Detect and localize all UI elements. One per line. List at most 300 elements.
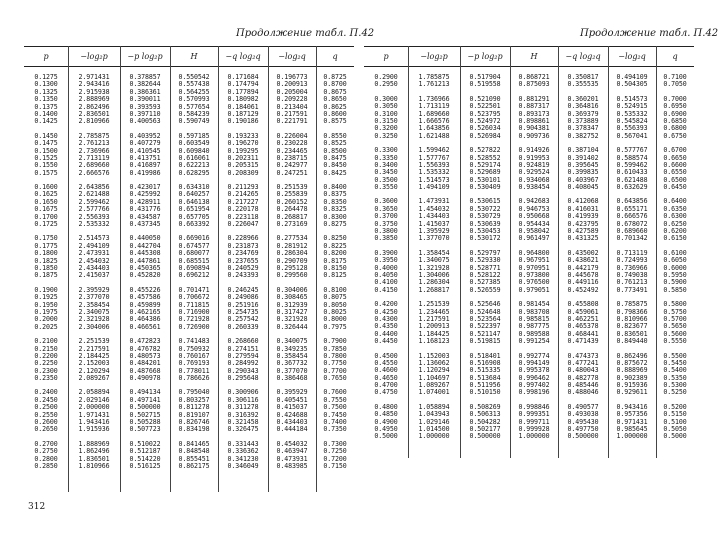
cell-entropy-h: 0.981454 [518, 301, 550, 309]
column-header-neg-q-log2-q: −q log₂q [225, 52, 261, 61]
table-caption-right: Продолжение табл. П.42 [580, 28, 719, 39]
cell-neg-log2-p: 1.104697 [418, 374, 450, 382]
cell-entropy-h: 0.674577 [178, 242, 210, 250]
cell-p: 0.1950 [34, 301, 58, 309]
table-row [364, 162, 694, 169]
cell-q: 0.8650 [323, 96, 347, 104]
cell-entropy-h: 0.862175 [178, 462, 210, 470]
cell-neg-p-log2-p: 0.528552 [469, 154, 501, 162]
cell-neg-q-log2-q: 0.184061 [227, 103, 259, 111]
cell-q: 0.8250 [323, 235, 347, 243]
cell-q: 0.8225 [323, 242, 347, 250]
cell-neg-p-log2-p: 0.393593 [129, 103, 161, 111]
cell-neg-p-log2-p: 0.423017 [129, 184, 161, 192]
cell-neg-p-log2-p: 0.506313 [469, 411, 501, 419]
cell-entropy-h: 0.855451 [178, 455, 210, 463]
cell-neg-log2-p: 2.473931 [78, 250, 110, 258]
table-row [24, 140, 354, 147]
cell-neg-p-log2-p: 0.504282 [469, 418, 501, 426]
cell-neg-q-log2-q: 0.300906 [227, 389, 259, 397]
cell-q: 0.8575 [323, 118, 347, 126]
cell-neg-p-log2-p: 0.519558 [469, 81, 501, 89]
table-row [364, 125, 694, 132]
table-row [364, 375, 694, 382]
cell-entropy-h: 0.998196 [518, 389, 550, 397]
cell-neg-log2-p: 1.089267 [418, 382, 450, 390]
cell-q: 0.5400 [663, 367, 687, 375]
cell-neg-log2-p: 1.599462 [418, 147, 450, 155]
cell-p: 0.3700 [374, 213, 398, 221]
cell-neg-p-log2-p: 0.390011 [129, 96, 161, 104]
cell-p: 0.2650 [34, 426, 58, 434]
cell-neg-log2-p: 1.862496 [78, 448, 110, 456]
cell-entropy-h: 0.976500 [518, 279, 550, 287]
cell-neg-p-log2-p: 0.512187 [129, 448, 161, 456]
row-group [364, 147, 694, 191]
cell-entropy-h: 0.999711 [518, 418, 550, 426]
cell-neg-q-log2-q: 0.391402 [567, 154, 599, 162]
cell-entropy-h: 0.938454 [518, 184, 550, 192]
column-header-p: p [43, 52, 49, 61]
cell-neg-q-log2-q: 0.311278 [227, 404, 259, 412]
row-group [24, 74, 354, 126]
cell-neg-log2-q: 0.610433 [616, 169, 648, 177]
cell-neg-q-log2-q: 0.350817 [567, 74, 599, 81]
cell-p: 0.4050 [374, 271, 398, 279]
cell-neg-log2-p: 1.621488 [418, 132, 450, 140]
cell-neg-log2-p: 1.943416 [78, 419, 110, 427]
cell-neg-p-log2-p: 0.515335 [469, 367, 501, 375]
cell-neg-p-log2-p: 0.522397 [469, 323, 501, 331]
cell-neg-log2-q: 0.773491 [616, 286, 648, 294]
cell-p: 0.1825 [34, 257, 58, 265]
column-header-neg-p-log2-p: −p log₂p [467, 52, 503, 61]
cell-neg-p-log2-p: 0.530722 [469, 205, 501, 213]
cell-entropy-h: 0.557438 [178, 81, 210, 89]
cell-p: 0.4350 [374, 323, 398, 331]
table-row [24, 170, 354, 177]
cell-neg-p-log2-p: 0.529174 [469, 161, 501, 169]
cell-neg-log2-q: 0.849440 [616, 338, 648, 346]
cell-neg-q-log2-q: 0.326475 [227, 426, 259, 434]
cell-p: 0.1975 [34, 308, 58, 316]
cell-neg-q-log2-q: 0.416031 [567, 205, 599, 213]
cell-q: 0.8500 [323, 147, 347, 155]
cell-neg-p-log2-p: 0.413751 [129, 154, 161, 162]
cell-entropy-h: 0.590749 [178, 118, 210, 126]
cell-entropy-h: 0.985815 [518, 315, 550, 323]
cell-neg-q-log2-q: 0.295648 [227, 375, 259, 383]
cell-neg-log2-q: 0.798366 [616, 308, 648, 316]
cell-neg-log2-p: 1.454032 [418, 205, 450, 213]
cell-neg-log2-p: 2.643856 [78, 184, 110, 192]
cell-p: 0.4950 [374, 426, 398, 434]
cell-neg-log2-q: 0.862496 [616, 352, 648, 360]
table-row [24, 265, 354, 272]
cell-neg-q-log2-q: 0.477241 [567, 359, 599, 367]
cell-neg-p-log2-p: 0.407279 [129, 140, 161, 148]
cell-neg-log2-p: 1.014500 [418, 426, 450, 434]
table-row [364, 309, 694, 316]
cell-neg-log2-q: 0.213404 [276, 103, 308, 111]
cell-neg-log2-q: 0.556393 [616, 125, 648, 133]
column-header-q: q [332, 52, 338, 61]
cell-neg-p-log2-p: 0.502715 [129, 411, 161, 419]
cell-neg-p-log2-p: 0.507723 [129, 426, 161, 434]
cell-neg-q-log2-q: 0.220178 [227, 206, 259, 214]
cell-neg-log2-q: 0.655171 [616, 205, 648, 213]
cell-entropy-h: 0.893173 [518, 110, 550, 118]
table-row [364, 426, 694, 433]
cell-q: 0.7975 [323, 323, 347, 331]
cell-entropy-h: 1.000000 [518, 433, 550, 441]
cell-entropy-h: 0.979051 [518, 286, 550, 294]
cell-neg-log2-p: 2.120294 [78, 367, 110, 375]
cell-neg-p-log2-p: 0.400563 [129, 118, 161, 126]
cell-neg-log2-p: 2.836501 [78, 110, 110, 118]
cell-entropy-h: 0.701471 [178, 286, 210, 294]
cell-neg-log2-p: 1.136062 [418, 359, 450, 367]
cell-neg-p-log2-p: 0.447861 [129, 257, 161, 265]
row-group [364, 250, 694, 294]
cell-neg-q-log2-q: 0.254735 [227, 308, 259, 316]
cell-neg-p-log2-p: 0.416897 [129, 162, 161, 170]
cell-p: 0.1650 [34, 198, 58, 206]
cell-entropy-h: 0.721928 [178, 316, 210, 324]
cell-neg-log2-p: 1.251539 [418, 301, 450, 309]
cell-neg-q-log2-q: 0.369379 [567, 110, 599, 118]
cell-neg-log2-p: 1.888969 [78, 440, 110, 448]
cell-q: 0.6100 [663, 249, 687, 257]
cell-p: 0.3100 [374, 110, 398, 118]
cell-neg-p-log2-p: 0.526559 [469, 286, 501, 294]
cell-p: 0.2600 [34, 419, 58, 427]
cell-entropy-h: 0.950668 [518, 213, 550, 221]
cell-q: 0.8125 [323, 272, 347, 280]
cell-q: 0.6800 [663, 125, 687, 133]
cell-neg-q-log2-q: 0.482778 [567, 374, 599, 382]
cell-p: 0.4500 [374, 352, 398, 360]
table-row [364, 323, 694, 330]
table-row [364, 367, 694, 374]
cell-neg-p-log2-p: 0.397110 [129, 110, 161, 118]
cell-neg-log2-p: 2.761213 [78, 140, 110, 148]
cell-entropy-h: 0.954434 [518, 220, 550, 228]
cell-neg-q-log2-q: 0.234769 [227, 250, 259, 258]
cell-neg-q-log2-q: 0.223118 [227, 213, 259, 221]
cell-neg-q-log2-q: 0.240529 [227, 264, 259, 272]
cell-p: 0.1525 [34, 154, 58, 162]
cell-p: 0.2900 [374, 74, 398, 81]
cell-neg-p-log2-p: 0.382644 [129, 81, 161, 89]
cell-neg-q-log2-q: 0.284992 [227, 360, 259, 368]
cell-neg-p-log2-p: 0.378857 [129, 74, 161, 81]
table-row [24, 155, 354, 162]
cell-entropy-h: 0.819107 [178, 411, 210, 419]
cell-neg-log2-q: 0.273169 [276, 221, 308, 229]
cell-neg-q-log2-q: 0.495430 [567, 418, 599, 426]
table-row [24, 206, 354, 213]
cell-neg-log2-p: 1.000000 [418, 433, 450, 441]
cell-neg-log2-p: 1.358454 [418, 249, 450, 257]
table-row [24, 214, 354, 221]
cell-entropy-h: 0.706672 [178, 294, 210, 302]
cell-q: 0.5000 [663, 433, 687, 441]
cell-neg-log2-q: 0.494109 [616, 74, 648, 81]
cell-neg-p-log2-p: 0.431776 [129, 206, 161, 214]
cell-entropy-h: 0.909736 [518, 132, 550, 140]
cell-p: 0.4300 [374, 315, 398, 323]
cell-neg-log2-q: 0.599462 [616, 161, 648, 169]
cell-neg-q-log2-q: 0.485446 [567, 382, 599, 390]
cell-neg-log2-q: 1.000000 [616, 433, 648, 441]
column-header-row-left [24, 52, 354, 61]
table-caption-left: Продолжение табл. П.42 [236, 28, 375, 39]
cell-neg-p-log2-p: 0.508269 [469, 403, 501, 411]
cell-p: 0.3200 [374, 125, 398, 133]
cell-neg-log2-q: 0.264478 [276, 206, 308, 214]
cell-neg-q-log2-q: 0.208309 [227, 169, 259, 177]
cell-p: 0.1350 [34, 96, 58, 104]
cell-q: 0.7000 [663, 95, 687, 103]
cell-neg-log2-p: 2.888969 [78, 96, 110, 104]
table-row [24, 258, 354, 265]
cell-neg-log2-p: 1.321928 [418, 264, 450, 272]
cell-neg-log2-q: 0.836501 [616, 330, 648, 338]
cell-q: 0.7100 [663, 74, 687, 81]
cell-q: 0.6150 [663, 235, 687, 243]
cell-neg-q-log2-q: 0.279594 [227, 352, 259, 360]
table-row [24, 74, 354, 81]
cell-neg-p-log2-p: 0.530101 [469, 176, 501, 184]
table-row [24, 96, 354, 103]
table-row [364, 133, 694, 140]
cell-q: 0.7400 [323, 419, 347, 427]
cell-neg-q-log2-q: 0.455808 [567, 301, 599, 309]
cell-q: 0.5600 [663, 330, 687, 338]
cell-neg-log2-q: 0.349235 [276, 345, 308, 353]
cell-p: 0.1475 [34, 140, 58, 148]
cell-p: 0.3550 [374, 184, 398, 192]
cell-neg-q-log2-q: 0.459061 [567, 308, 599, 316]
cell-q: 0.8300 [323, 213, 347, 221]
cell-q: 0.6400 [663, 198, 687, 206]
cell-neg-p-log2-p: 0.462165 [129, 308, 161, 316]
cell-p: 0.3400 [374, 161, 398, 169]
cell-neg-q-log2-q: 0.387104 [567, 147, 599, 155]
cell-q: 0.7050 [663, 81, 687, 89]
table-body-right [364, 74, 694, 448]
cell-entropy-h: 0.998846 [518, 403, 550, 411]
cell-q: 0.7300 [323, 440, 347, 448]
cell-q: 0.8025 [323, 308, 347, 316]
cell-p: 0.4250 [374, 308, 398, 316]
cell-p: 0.2750 [34, 448, 58, 456]
cell-neg-log2-p: 2.862496 [78, 103, 110, 111]
cell-entropy-h: 0.597185 [178, 132, 210, 140]
cell-q: 0.5700 [663, 315, 687, 323]
cell-p: 0.1875 [34, 272, 58, 280]
cell-neg-p-log2-p: 0.490978 [129, 375, 161, 383]
cell-neg-log2-q: 0.255839 [276, 191, 308, 199]
cell-p: 0.1675 [34, 206, 58, 214]
cell-neg-log2-q: 0.230228 [276, 140, 308, 148]
cell-neg-log2-q: 0.902389 [616, 374, 648, 382]
cell-entropy-h: 0.609840 [178, 147, 210, 155]
cell-neg-log2-p: 1.535332 [418, 169, 450, 177]
cell-neg-p-log2-p: 0.487668 [129, 367, 161, 375]
cell-p: 0.4100 [374, 279, 398, 287]
cell-p: 0.3600 [374, 198, 398, 206]
cell-neg-p-log2-p: 0.502177 [469, 426, 501, 434]
cell-neg-log2-p: 1.643856 [418, 125, 450, 133]
cell-neg-log2-p: 2.713119 [78, 154, 110, 162]
cell-neg-log2-p: 2.415037 [78, 272, 110, 280]
cell-neg-log2-q: 0.321928 [276, 316, 308, 324]
row-group [24, 338, 354, 382]
table-row [24, 426, 354, 433]
cell-neg-q-log2-q: 0.231873 [227, 242, 259, 250]
cell-neg-q-log2-q: 0.268660 [227, 338, 259, 346]
cell-p: 0.3500 [374, 176, 398, 184]
cell-neg-log2-q: 0.473931 [276, 455, 308, 463]
cell-q: 0.6050 [663, 257, 687, 265]
cell-neg-log2-q: 0.299560 [276, 272, 308, 280]
cell-neg-log2-q: 0.260152 [276, 198, 308, 206]
page-number: 312 [28, 502, 46, 512]
cell-neg-log2-q: 0.415037 [276, 404, 308, 412]
cell-q: 0.8600 [323, 110, 347, 118]
table-row [24, 133, 354, 140]
cell-neg-log2-q: 0.761213 [616, 279, 648, 287]
cell-neg-log2-q: 0.588574 [616, 154, 648, 162]
cell-neg-p-log2-p: 0.522501 [469, 103, 501, 111]
cell-neg-p-log2-p: 0.459899 [129, 301, 161, 309]
table-row [364, 338, 694, 345]
cell-q: 0.6700 [663, 147, 687, 155]
cell-neg-log2-q: 0.386468 [276, 375, 308, 383]
cell-neg-log2-p: 1.043943 [418, 411, 450, 419]
cell-neg-log2-q: 0.205004 [276, 88, 308, 96]
cell-neg-log2-q: 0.434403 [276, 419, 308, 427]
cell-entropy-h: 0.961497 [518, 235, 550, 243]
table-row [364, 155, 694, 162]
cell-entropy-h: 0.616061 [178, 154, 210, 162]
cell-neg-log2-q: 0.632629 [616, 184, 648, 192]
cell-q: 0.5050 [663, 426, 687, 434]
cell-q: 0.7150 [323, 462, 347, 470]
cell-q: 0.5500 [663, 352, 687, 360]
cell-entropy-h: 0.987775 [518, 323, 550, 331]
cell-p: 0.1575 [34, 169, 58, 177]
cell-neg-log2-p: 2.556393 [78, 213, 110, 221]
cell-neg-log2-p: 2.358454 [78, 301, 110, 309]
table-row [364, 96, 694, 103]
cell-q: 0.8450 [323, 162, 347, 170]
cell-q: 0.6750 [663, 132, 687, 140]
cell-entropy-h: 0.996462 [518, 374, 550, 382]
cell-neg-q-log2-q: 0.205315 [227, 162, 259, 170]
table-row [364, 382, 694, 389]
cell-neg-log2-q: 0.567041 [616, 132, 648, 140]
cell-p: 0.4850 [374, 411, 398, 419]
table-row [364, 235, 694, 242]
cell-entropy-h: 0.811278 [178, 404, 210, 412]
cell-entropy-h: 0.750932 [178, 345, 210, 353]
cell-neg-log2-q: 0.286304 [276, 250, 308, 258]
cell-p: 0.1550 [34, 162, 58, 170]
cell-neg-log2-p: 2.152003 [78, 360, 110, 368]
cell-q: 0.5900 [663, 279, 687, 287]
cell-neg-p-log2-p: 0.452820 [129, 272, 161, 280]
row-group [24, 389, 354, 433]
table-row [24, 118, 354, 125]
cell-q: 0.5550 [663, 338, 687, 346]
cell-p: 0.4750 [374, 389, 398, 397]
cell-q: 0.6600 [663, 161, 687, 169]
cell-entropy-h: 0.989588 [518, 330, 550, 338]
cell-neg-p-log2-p: 0.529689 [469, 169, 501, 177]
column-header-neg-log2-p: −log₂p [80, 52, 108, 61]
cell-p: 0.1775 [34, 242, 58, 250]
cell-q: 0.8550 [323, 132, 347, 140]
cell-neg-log2-p: 1.074001 [418, 389, 450, 397]
cell-p: 0.1425 [34, 118, 58, 126]
cell-q: 0.6200 [663, 228, 687, 236]
cell-neg-p-log2-p: 0.529330 [469, 257, 501, 265]
cell-neg-log2-q: 0.736966 [616, 264, 648, 272]
cell-neg-p-log2-p: 0.513684 [469, 374, 501, 382]
cell-neg-log2-p: 1.200913 [418, 323, 450, 331]
table-row [364, 279, 694, 286]
cell-entropy-h: 0.803257 [178, 396, 210, 404]
cell-neg-log2-p: 1.577767 [418, 154, 450, 162]
cell-neg-log2-q: 0.535332 [616, 110, 648, 118]
cell-neg-p-log2-p: 0.442704 [129, 242, 161, 250]
cell-neg-log2-p: 2.535332 [78, 221, 110, 229]
cell-neg-q-log2-q: 0.373889 [567, 117, 599, 125]
table-row [364, 433, 694, 440]
table-row [364, 198, 694, 205]
cell-neg-log2-p: 2.058894 [78, 389, 110, 397]
cell-neg-p-log2-p: 0.410545 [129, 147, 161, 155]
cell-q: 0.5100 [663, 418, 687, 426]
cell-p: 0.3900 [374, 249, 398, 257]
cell-p: 0.4450 [374, 338, 398, 346]
table-row [364, 272, 694, 279]
cell-neg-log2-q: 0.713119 [616, 249, 648, 257]
cell-neg-q-log2-q: 0.249086 [227, 294, 259, 302]
cell-neg-log2-p: 2.321928 [78, 316, 110, 324]
cell-q: 0.5800 [663, 301, 687, 309]
cell-q: 0.8525 [323, 140, 347, 148]
cell-p: 0.1725 [34, 221, 58, 229]
cell-neg-log2-p: 1.434403 [418, 213, 450, 221]
cell-neg-q-log2-q: 0.171684 [227, 74, 259, 81]
cell-neg-log2-q: 0.678072 [616, 220, 648, 228]
cell-p: 0.1700 [34, 213, 58, 221]
cell-neg-log2-p: 2.029146 [78, 396, 110, 404]
cell-neg-log2-q: 0.238715 [276, 154, 308, 162]
cell-neg-log2-q: 0.785875 [616, 301, 648, 309]
cell-q: 0.7600 [323, 389, 347, 397]
cell-neg-log2-p: 2.304006 [78, 323, 110, 331]
cell-p: 0.2450 [34, 396, 58, 404]
cell-q: 0.7800 [323, 352, 347, 360]
cell-entropy-h: 0.983708 [518, 308, 550, 316]
header-bottom-rule-right [364, 66, 694, 67]
cell-entropy-h: 0.577654 [178, 103, 210, 111]
